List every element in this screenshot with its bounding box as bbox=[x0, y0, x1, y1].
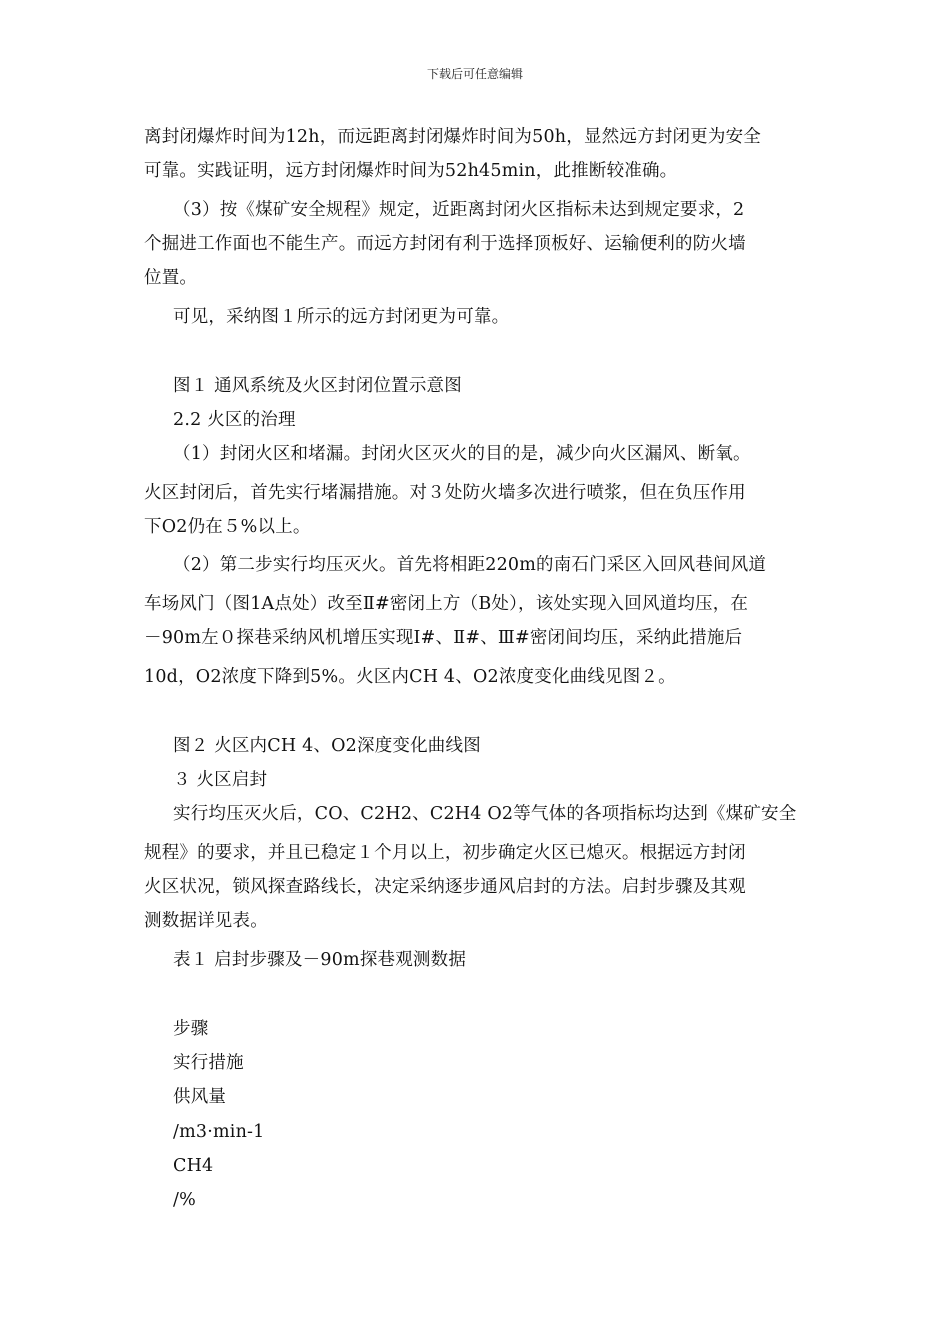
table-header-cell: /m3·min-1 bbox=[173, 1122, 265, 1142]
paragraph-line: 10d，O2浓度下降到5%。火区内CH 4、O2浓度变化曲线见图２。 bbox=[144, 667, 676, 687]
paragraph-line: 车场风门（图1A点处）改至Ⅱ#密闭上方（B处），该处实现入回风道均压，在 bbox=[144, 594, 749, 614]
table-header-cell: 步骤 bbox=[173, 1019, 209, 1039]
paragraph-line: 个掘进工作面也不能生产。而远方封闭有利于选择顶板好、运输便利的防火墙 bbox=[144, 234, 746, 254]
paragraph-line: 位置。 bbox=[144, 268, 198, 288]
paragraph-line: 离封闭爆炸时间为12h，而远距离封闭爆炸时间为50h，显然远方封闭更为安全 bbox=[144, 127, 761, 147]
paragraph-line: 下O2仍在５%以上。 bbox=[144, 517, 311, 537]
table-header-cell: /% bbox=[173, 1190, 196, 1210]
table-header-cell: 实行措施 bbox=[173, 1053, 244, 1073]
paragraph-line: 可见，采纳图１所示的远方封闭更为可靠。 bbox=[173, 307, 510, 327]
paragraph-line: －90m左０探巷采纳风机增压实现Ⅰ#、Ⅱ#、Ⅲ#密闭间均压，采纳此措施后 bbox=[144, 628, 743, 648]
paragraph-line: 测数据详见表。 bbox=[144, 911, 268, 931]
paragraph-line: （3）按《煤矿安全规程》规定，近距离封闭火区指标未达到规定要求，2 bbox=[173, 200, 745, 220]
figure-caption: 图１ 通风系统及火区封闭位置示意图 bbox=[173, 376, 462, 396]
table-caption: 表１ 启封步骤及－90m探巷观测数据 bbox=[173, 950, 467, 970]
paragraph-line: （2）第二步实行均压灭火。首先将相距220m的南石门采区入回风巷间风道 bbox=[173, 555, 767, 575]
page-header: 下载后可任意编辑 bbox=[426, 67, 523, 81]
section-heading: 2.2 火区的治理 bbox=[173, 410, 296, 430]
table-header-cell: 供风量 bbox=[173, 1087, 227, 1107]
paragraph-line: （1）封闭火区和堵漏。封闭火区灭火的目的是，减少向火区漏风、断氧。 bbox=[173, 444, 751, 464]
paragraph-line: 实行均压灭火后，CO、C2H2、C2H4 O2等气体的各项指标均达到《煤矿安全 bbox=[173, 804, 797, 824]
paragraph-line: 规程》的要求，并且已稳定１个月以上，初步确定火区已熄灭。根据远方封闭 bbox=[144, 843, 746, 863]
table-header-cell: CH4 bbox=[173, 1156, 214, 1176]
section-heading: ３ 火区启封 bbox=[173, 770, 268, 790]
figure-caption: 图２ 火区内CH 4、O2深度变化曲线图 bbox=[173, 736, 481, 756]
paragraph-line: 火区状况，锁风探查路线长，决定采纳逐步通风启封的方法。启封步骤及其观 bbox=[144, 877, 746, 897]
paragraph-line: 可靠。实践证明，远方封闭爆炸时间为52h45min，此推断较准确。 bbox=[144, 161, 678, 181]
paragraph-line: 火区封闭后，首先实行堵漏措施。对３处防火墙多次进行喷浆，但在负压作用 bbox=[144, 483, 746, 503]
